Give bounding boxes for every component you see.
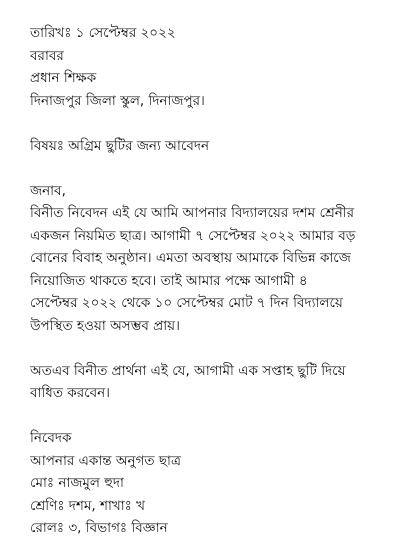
signature-descriptor: আপনার একান্ত অনুগত ছাত্র [30,452,181,469]
signature-name: মোঃ নাজমুল হুদা [30,475,124,491]
signature-roll-group: রোলঃ ৩, বিভাগঃ বিজ্ঞান [30,520,168,536]
body-line: সেপ্টেম্বর ২০২২ থেকে ১০ সেপ্টেম্বর মোট ৭ দিন বিদ্যালয়ে [30,295,343,311]
letter-subject: বিষয়ঃ অগ্রিম ছুটির জন্য আবেদন [30,137,210,154]
recipient-school: দিনাজপুর জিলা স্কুল, দিনাজপুর। [30,92,205,109]
spacer [30,157,385,180]
signature-closing: নিবেদক [30,430,72,446]
letter-request [30,360,385,405]
spacer [30,405,385,428]
request-line: বাধিত করবেন। [30,385,110,401]
letter-salutation: জনাব, [30,182,66,199]
request-line: অতএব বিনীত প্রার্থনা এই যে, আগামী এক সপ্তাহ ছুটি দিয়ে [30,362,346,379]
body-line: বিনীত নিবেদন এই যে আমি আপনার বিদ্যালয়ের দশম শ্রেনীর [30,205,355,221]
body-line: নিয়োজিত থাকতে হবে। তাই আমার পক্ষে আগামী ৪ [30,272,308,289]
body-line: একজন নিয়মিত ছাত্র। আগামী ৭ সেপ্টেম্বর ২০২২ আমার বড় [30,227,356,244]
letter-body [30,202,385,337]
signature-class-section: শ্রেণিঃ দশম, শাখাঃ খ [30,497,146,514]
body-line: বোনের বিবাহ অনুষ্ঠান। এমতা অবস্থায় আমাকে বিভিন্ন কাজে [30,250,351,266]
application-letter [30,22,385,540]
recipient-to: বরাবর [30,47,64,64]
body-line: উপস্থিত হওয়া অসম্ভব প্রায়। [30,317,180,334]
letter-date: তারিখঃ ১ সেপ্টেম্বর ২০২২ [30,25,176,41]
spacer [30,337,385,360]
spacer [30,112,385,135]
signature-block [30,427,385,540]
recipient-title: প্রধান শিক্ষক [30,70,97,86]
